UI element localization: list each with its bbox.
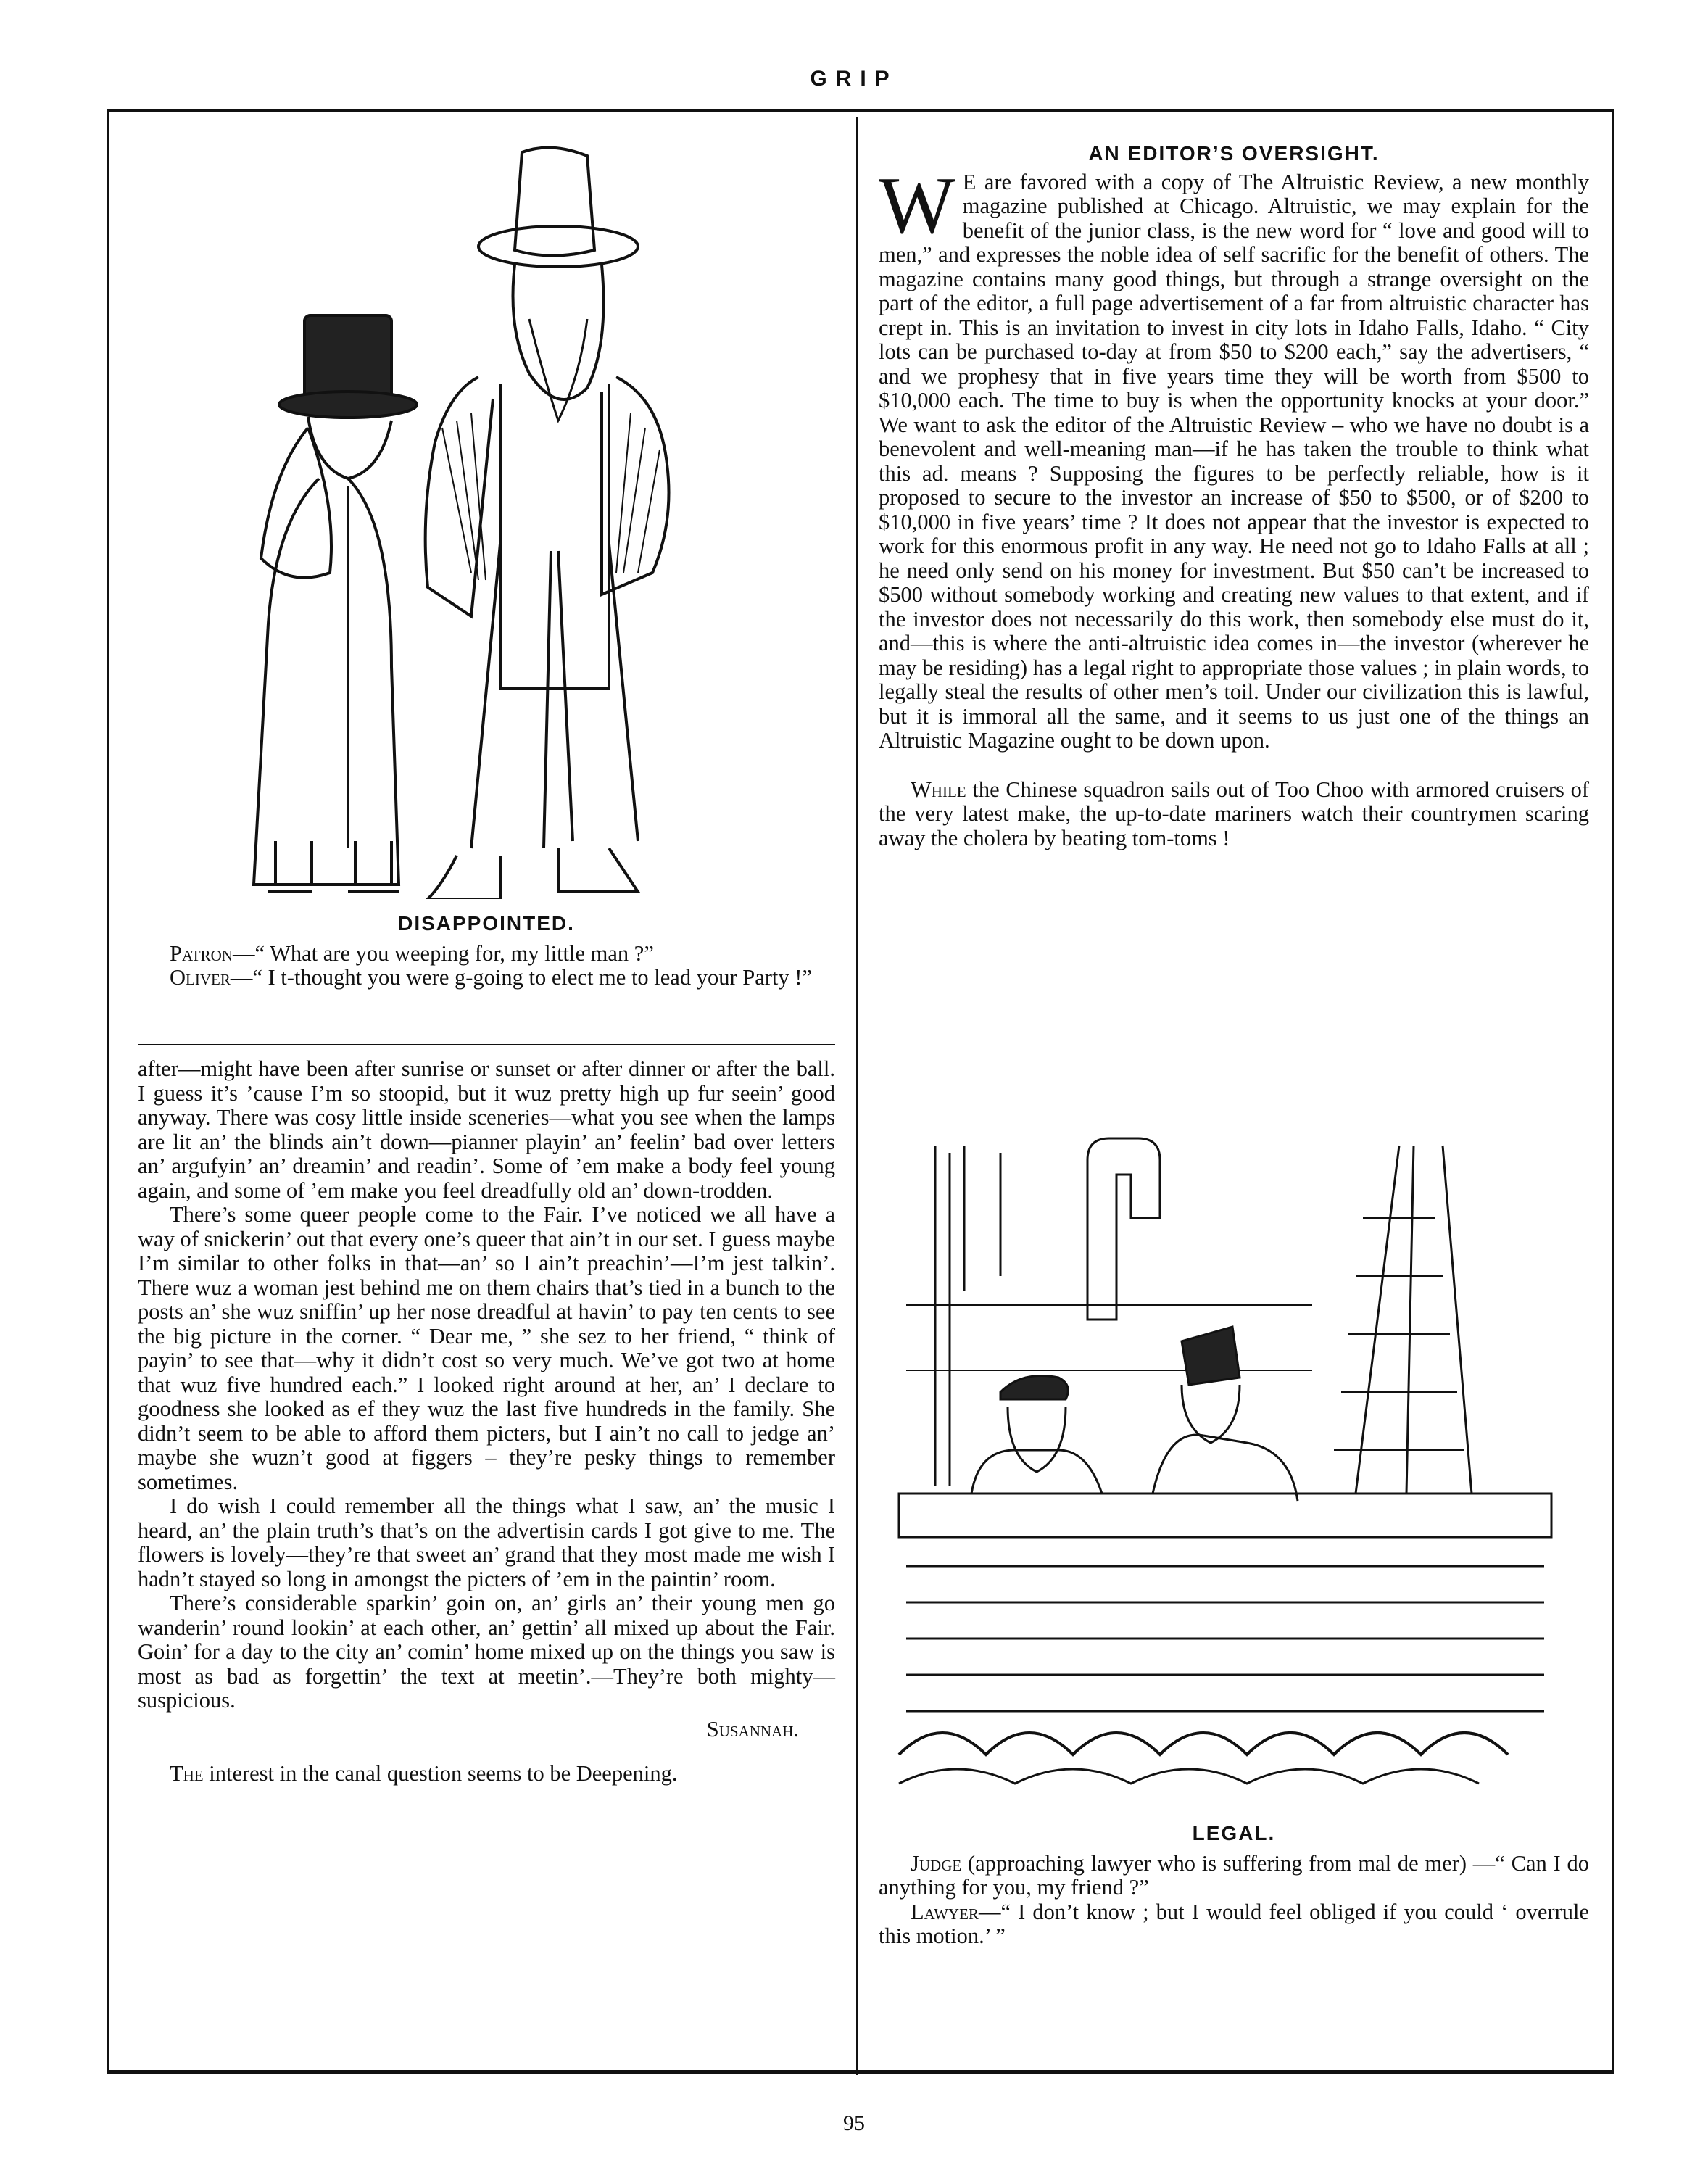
speaker-oliver: Oliver xyxy=(170,965,231,990)
page-header: GRIP xyxy=(810,67,898,91)
drop-cap: W xyxy=(879,160,955,251)
cartoon-legal-caption xyxy=(879,1821,1589,1949)
speaker-patron: Patron xyxy=(170,940,233,966)
signature: Susannah. xyxy=(706,1716,799,1742)
story-text xyxy=(138,1057,835,1786)
page-number: 95 xyxy=(843,2111,865,2135)
oliver-dialogue: —“ I t-thought you were g-going to elect me to lead your Party !” xyxy=(230,965,812,990)
speaker-judge: Judge xyxy=(911,1850,962,1876)
story-paragraph: There’s considerable sparkin’ goin on, an’ girls an’ their young men go wanderin’ round lookin’ at each other, an’ gettin’ all mixed up about the Fair. Goin’ for a day to the city an’ comin’ home mixed up on the things you saw is most as bad as forgettin’ the text at meetin’.—They’re both mighty—suspicious. xyxy=(138,1591,835,1713)
story-paragraph: I do wish I could remember all the things what I saw, an’ the music I heard, an’ the plain truth’s that’s on the advertisin cards I got give to me. The flowers is lovely—they’re that sweet an’ grand that they most made me wish I hadn’t stayed so long in amongst the picters of ’em in the paintin’ room. xyxy=(138,1494,835,1591)
judge-dialogue: (approaching lawyer who is suffering from mal de mer) —“ Can I do anything for you, my friend ?” xyxy=(879,1850,1589,1900)
story-paragraph: There’s some queer people come to the Fair. I’ve noticed we all have a way of snickerin’ out that every one’s queer that ain’t in our set. I guess maybe I’m similar to other folks in that—an’ so I ain’t preachin’—I’m jest talkin’. There wuz a woman jest behind me on them chairs that’s tied in a bunch to the posts an’ she wuz sniffin’ up her nose dreadful at havin’ to pay ten cents to see the big picture in the corner. “ Dear me, ” she sez to her friend, “ think of payin’ to see that—why it didn’t cost so very much. We’ve got two at home that wuz five hundred each.” I looked right around at her, an’ I declare to goodness she looked as ef they wuz the last five hundreds in the family. She didn’t seem to be able to afford them picters, but I ain’t no call to jedge an’ maybe she wuzn’t good at figgers – they’re pesky things to remember sometimes. xyxy=(138,1202,835,1494)
article-body: E are favored with a copy of The Altruistic Review, a new monthly magazine published at Chicago. Altruistic, we may explain for the benefit of the junior class, is the new word for “ love and good will to men,” and expresses the noble idea of self sacrific for the benefit of others. The magazine contains many good things, but through a strange oversight on the part of the editor, a full page advertisement of a far from altruistic character has crept in. This is an invitation to invest in city lots in Idaho Falls, Idaho. “ City lots can be purchased to-day at from $50 to $200 each,” say the advertisers, “ and we prophesy that in five years time they will be worth from $500 to $10,000 each. The time to buy is when the opportunity knocks at your door.” We want to ask the editor of the Altruistic Review – who we have no doubt is a benevolent and well-meaning man—if he has taken the trouble to think what this ad. means ? Supposing the figures to be perfectly reliable, how is it proposed to secure to the investor an increase of $50 to $500, or of $200 to $10,000 in five years’ time ? It does not appear that the investor is expected to work for this enormous profit in any way. He need not go to Idaho Falls at all ; he need only send on his money for investment. But $50 can’t be increased to $500 without somebody working and creating new values to that extent, and if the investor does not necessarily do this work, then somebody else must do it, and—this is where the anti-altruistic idea comes in—the investor (wherever he may be residing) has a legal right to appropriate those values ; in plain words, to legally steal the results of other men’s toil. Under our civilization this is lawful, but it is immoral all the same, and it seems to us just one of the things an Altruistic Magazine ought to be down upon. xyxy=(879,169,1589,753)
editors-oversight-article xyxy=(879,141,1589,850)
story-paragraph: after—might have been after sunrise or sunset or after dinner or after the ball. I guess it’s ’cause I’m so stoopid, but it wuz pretty high up fur seein’ good anyway. There was cosy little inside sceneries—what you see when the lamps are lit an’ the blinds ain’t down—pianner playin’ an’ feelin’ bad over letters an’ argufyin’ an’ dreamin’ and readin’. Some of ’em make a body feel young again, and some of ’em make you feel dreadfully old an’ down-trodden. xyxy=(138,1056,835,1203)
chinese-squadron-note: the Chinese squadron sails out of Too Choo with armored cruisers of the very latest make, the up-to-date mariners watch their countrymen scaring away the cholera by beating tom-toms ! xyxy=(879,777,1589,850)
cartoon-legal-illustration xyxy=(892,1131,1573,1805)
note-lead-word: While xyxy=(911,777,966,802)
cartoon-legal-title: LEGAL. xyxy=(1192,1822,1276,1844)
article-title: AN EDITOR’S OVERSIGHT. xyxy=(1088,142,1380,165)
column-divider xyxy=(856,117,858,2075)
patron-dialogue: —“ What are you weeping for, my little man ?” xyxy=(232,940,654,966)
closing-remark: interest in the canal question seems to be Deepening. xyxy=(203,1761,678,1786)
cartoon-disappointed-title: DISAPPOINTED. xyxy=(398,912,575,935)
speaker-lawyer: Lawyer xyxy=(911,1899,979,1924)
caption-rule xyxy=(138,1044,835,1045)
cartoon-disappointed-caption xyxy=(138,911,835,990)
cartoon-disappointed-illustration xyxy=(210,138,776,899)
lawyer-dialogue: —“ I don’t know ; but I would feel obliged if you could ‘ overrule this motion.’ ” xyxy=(879,1899,1589,1948)
closing-lead-word: The xyxy=(170,1761,204,1786)
